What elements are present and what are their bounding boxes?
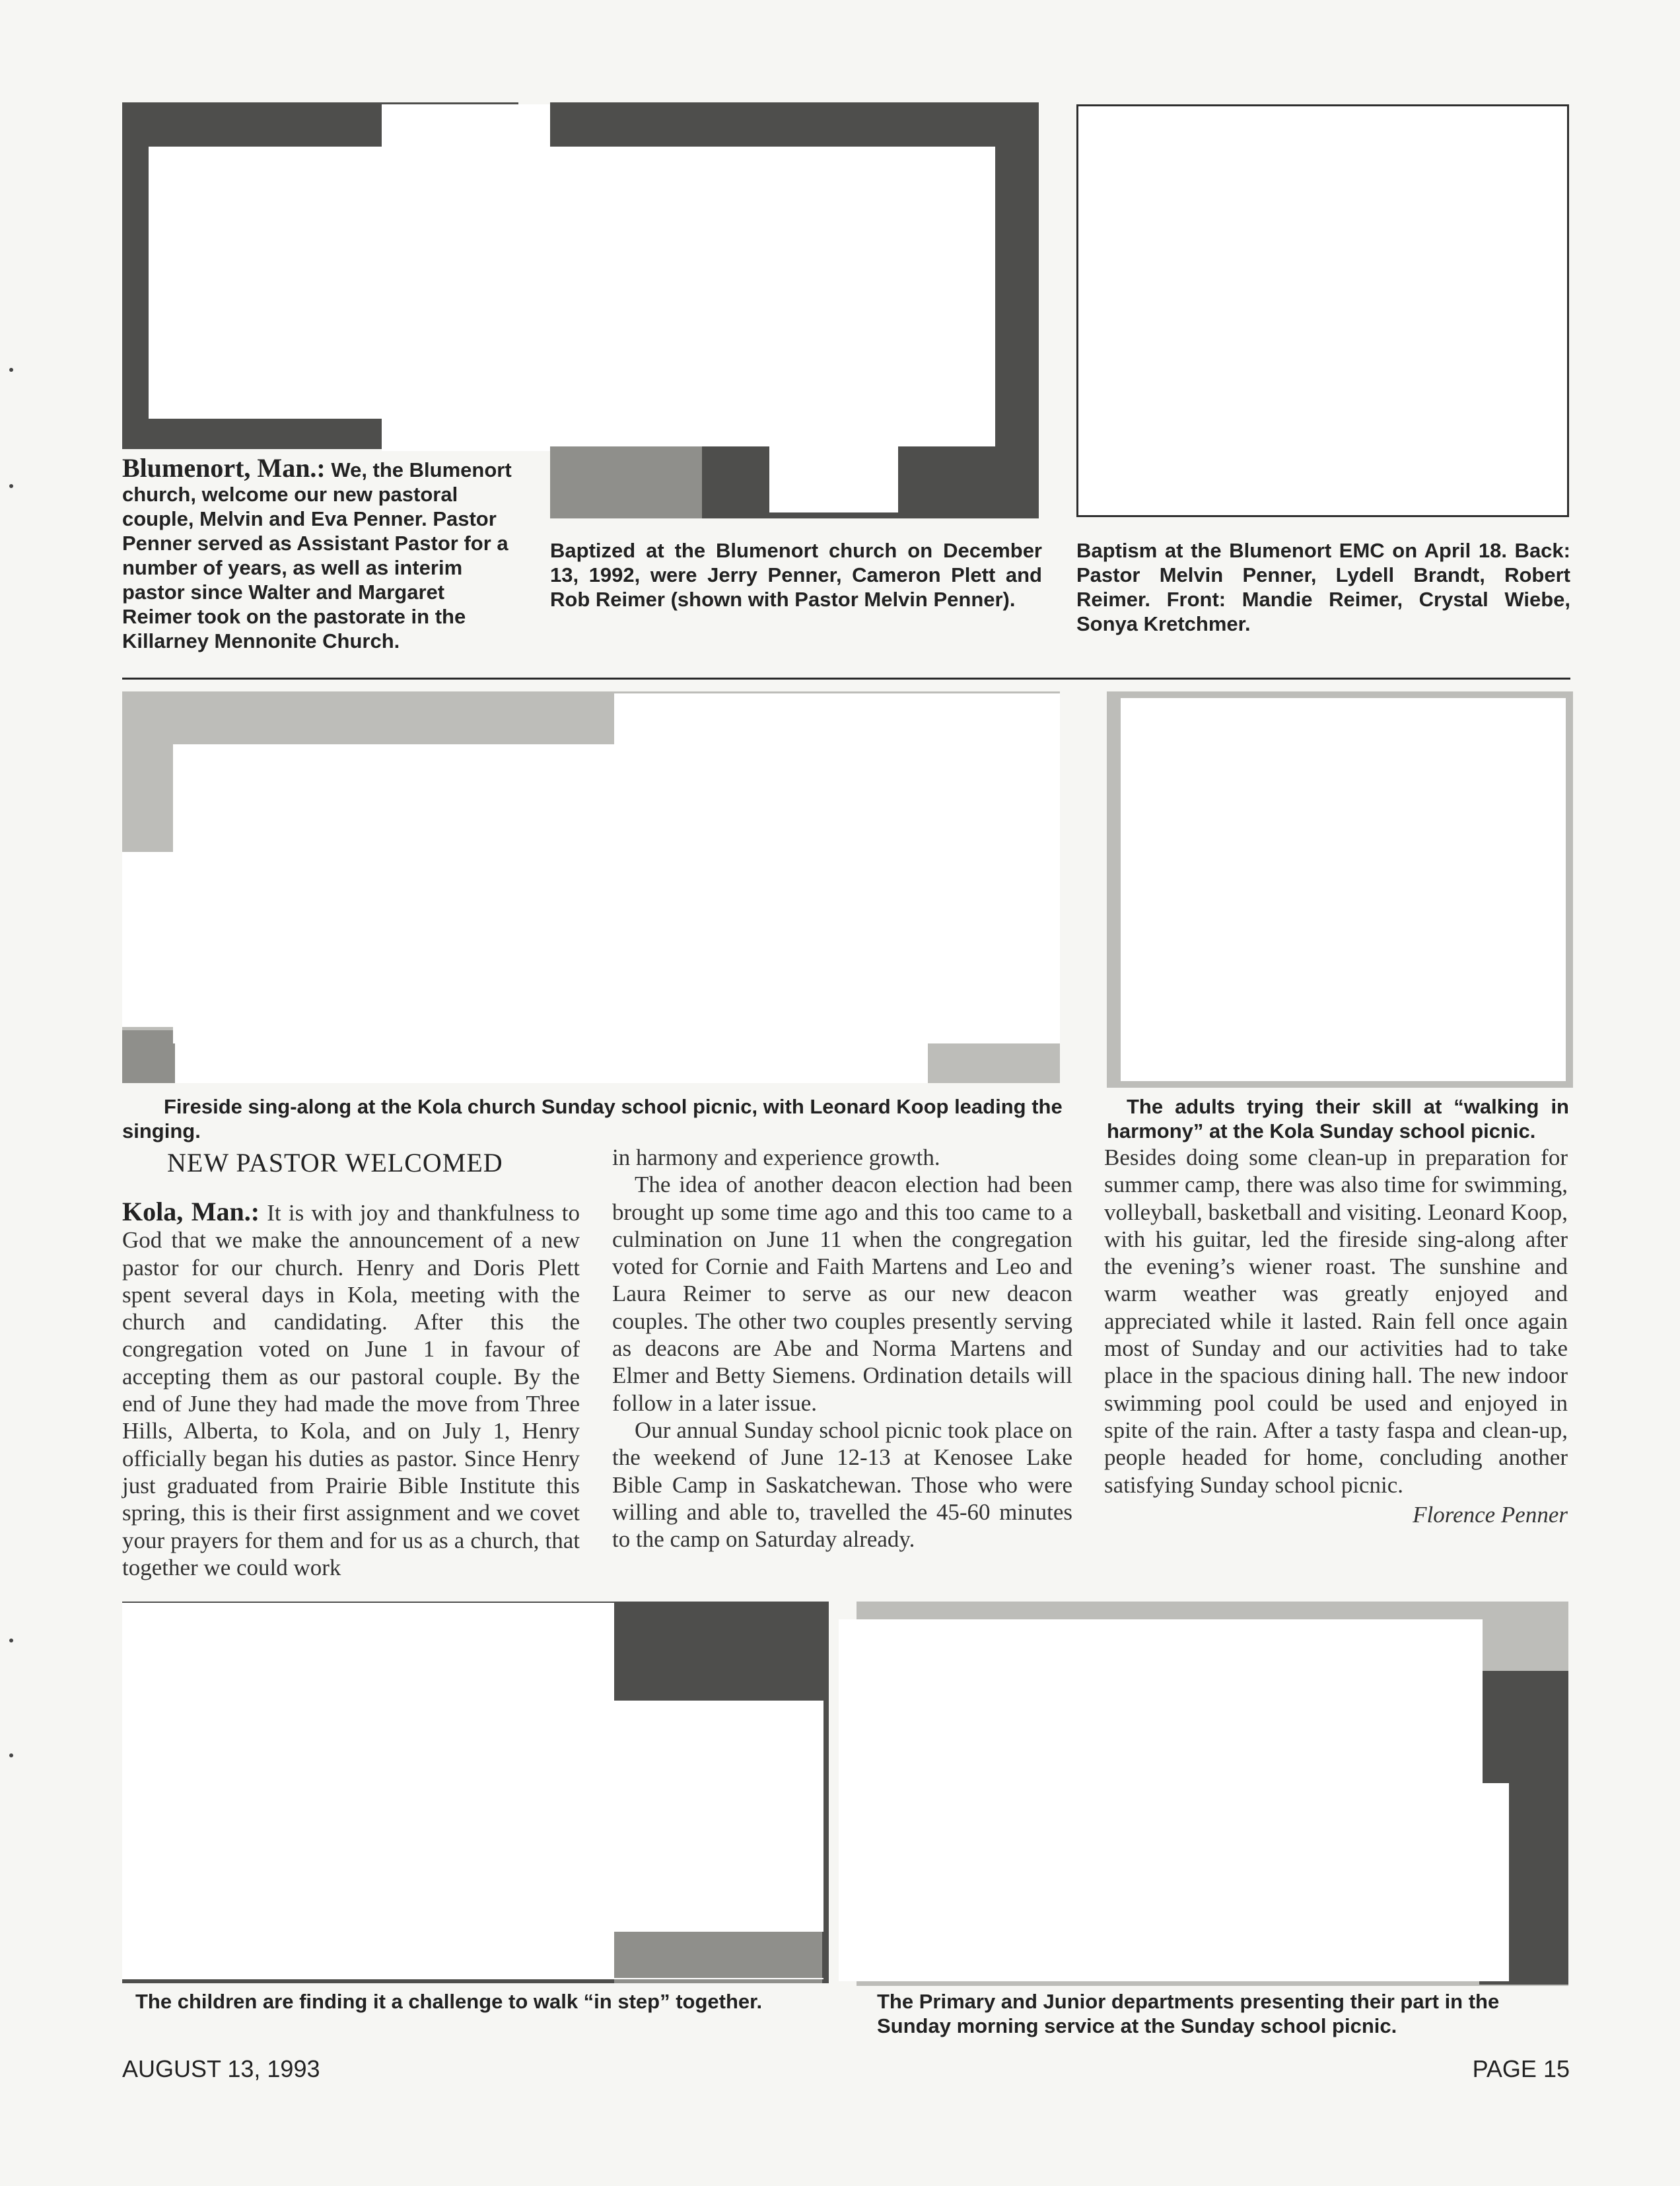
caption-pastoral-couple	[122, 453, 518, 653]
margin-mark	[9, 1639, 13, 1642]
photo-floor-area	[550, 446, 702, 518]
caption-adults-harmony: The adults trying their skill at “walking in harmony” at the Kola Sunday school picnic.	[1107, 1095, 1569, 1143]
margin-mark	[9, 1753, 13, 1757]
footer-date: AUGUST 13, 1993	[122, 2055, 320, 2082]
article-headline: NEW PASTOR WELCOMED	[167, 1148, 503, 1178]
article-col2-p2: The idea of another deacon election had been brought up some time ago and this too came to a culmination on June 11 when the congregation voted for Cornie and Faith Martens and Leo and Laura Reimer to serve as our new deacon couples. The other two couples presently serving as deacons are Abe and Norma Martens and Elmer and Betty Siemens. Ordination details will follow in a later issue.	[612, 1172, 1072, 1416]
photo-placeholder	[175, 1042, 928, 1083]
margin-mark	[9, 484, 13, 488]
article-signature: Florence Penner	[1413, 1501, 1568, 1528]
margin-mark	[9, 368, 13, 372]
caption-children-step: The children are finding it a challenge to walk “in step” together.	[135, 1990, 763, 2013]
caption-place: Blumenort, Man.:	[122, 453, 326, 483]
photo-placeholder	[122, 1603, 614, 1979]
article-column-3	[1104, 1144, 1568, 1528]
footer-page-number: PAGE 15	[1472, 2055, 1570, 2082]
photo-placeholder	[769, 446, 898, 512]
article-column-2	[612, 1144, 1072, 1553]
photo-placeholder	[173, 744, 1059, 1043]
article-col3-text: Besides doing some clean-up in preparation for summer camp, there was also time for swimming, volleyball, basketball and visiting. Leonard Koop, with his guitar, led the fireside sing-along after the evening’s wiener roast. The sunshine and warm weather was greatly enjoyed and appreciated while it lasted. Rain fell once again most of Sunday and our activities had to take place in the spacious dining hall. The new indoor swimming pool could be used and enjoyed in spite of the rain. After a tasty faspa and clean-up, people headed for home, concluding another satisfying Sunday school picnic.	[1104, 1145, 1568, 1498]
article-col2-p3: Our annual Sunday school picnic took place on the weekend of June 12-13 at Kenosee Lake Bible Camp in Saskatchewan. Those who were willing and able to, travelled the 45-60 minutes to the camp on Saturday already.	[612, 1417, 1072, 1553]
photo-placeholder	[611, 1701, 823, 1932]
photo-placeholder	[1121, 698, 1566, 1081]
caption-primary-junior: The Primary and Junior departments presenting their part in the Sunday morning service at the Sunday school picnic.	[877, 1990, 1500, 2037]
photo-floor-area	[614, 1932, 822, 1983]
photo-placeholder	[550, 147, 995, 446]
caption-fireside: Fireside sing-along at the Kola church Sunday school picnic, with Leonard Koop leading the singing.	[122, 1095, 1063, 1143]
caption-baptized-december: Baptized at the Blumenort church on December 13, 1992, were Jerry Penner, Cameron Plett and Rob Reimer (shown with Pastor Melvin Penner).	[550, 539, 1042, 611]
article-col1-text: It is with joy and thankfulness to God that we make the announcement of a new pastor for our church. Henry and Doris Plett spent several days in Kola, meeting with the church and candidating. After this the congregation voted on June 1 in favour of accepting them as our pastoral couple. By the end of June they had made the move from Three Hills, Alberta, to Kola, and on July 1, Henry officially began his duties as pastor. Since Henry just graduated from Prairie Bible Institute this spring, this is their first assignment and we covet your prayers for them and for us as a church, that together we could work	[122, 1200, 580, 1580]
photo-baptism-april	[1076, 104, 1569, 517]
photo-placeholder	[611, 1978, 823, 1979]
caption-baptism-april: Baptism at the Blumenort EMC on April 18. Back: Pastor Melvin Penner, Lydell Brandt, Robert Reimer. Front: Mandie Reimer, Crystal Wiebe, Sonya Kretchmer.	[1076, 539, 1570, 635]
article-col2-p1: in harmony and experience growth.	[612, 1145, 940, 1170]
caption-text: We, the Blumenort church, welcome our new pastoral couple, Melvin and Eva Penner. Pastor Penner served as Assistant Pastor for a number of years, as well as interim pastor since Walter and Margaret Reimer took on the pastorate in the Killarney Mennonite Church.	[122, 458, 512, 652]
photo-placeholder	[382, 104, 550, 451]
photo-placeholder	[839, 1619, 1483, 1981]
article-place: Kola, Man.:	[122, 1197, 260, 1226]
article-column-1	[122, 1198, 580, 1581]
photo-placeholder	[1479, 1783, 1509, 1981]
photo-placeholder	[122, 852, 176, 1027]
section-divider	[122, 678, 1570, 680]
